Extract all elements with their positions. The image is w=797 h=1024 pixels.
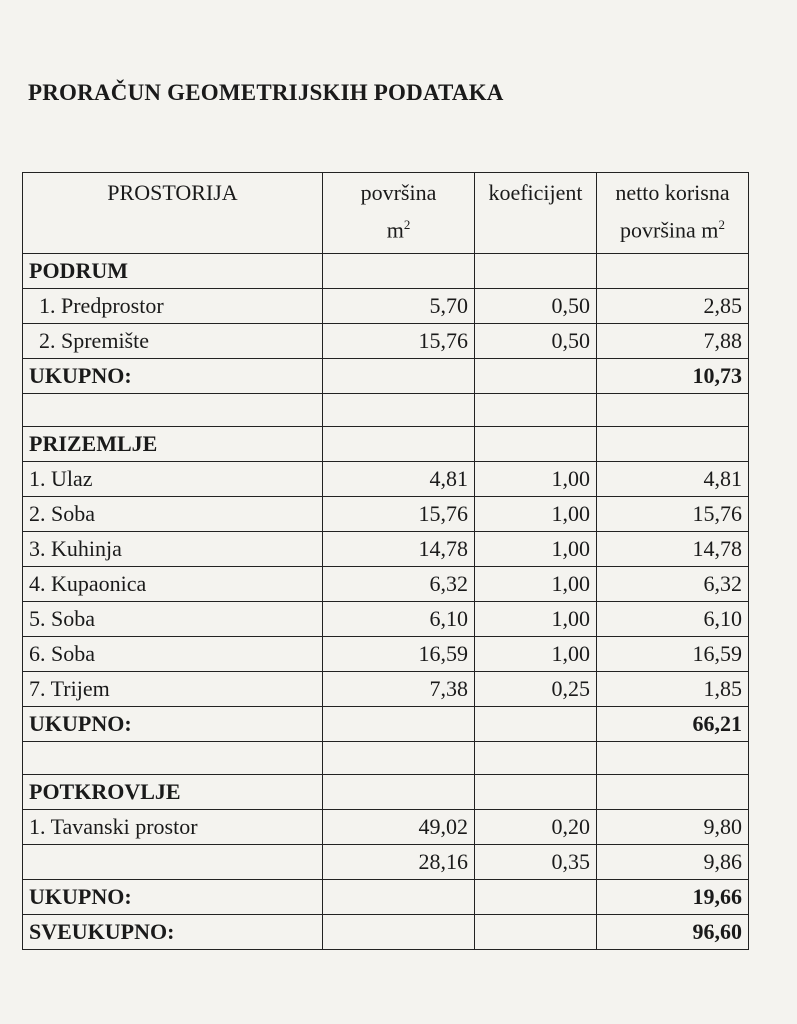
header-area-label: površina xyxy=(360,180,437,205)
room-net: 16,59 xyxy=(597,637,749,672)
header-net-line1: netto korisna xyxy=(615,180,730,205)
header-net-line2: površina m xyxy=(620,217,719,243)
room-coef: 0,25 xyxy=(475,672,597,707)
room-area: 6,10 xyxy=(323,602,475,637)
room-coef: 1,00 xyxy=(475,637,597,672)
room-name: 2. Soba xyxy=(23,497,323,532)
total-label: UKUPNO: xyxy=(23,707,323,742)
room-name: 1. Tavanski prostor xyxy=(23,810,323,845)
room-area: 28,16 xyxy=(323,845,475,880)
room-area: 16,59 xyxy=(323,637,475,672)
section-label: PRIZEMLJE xyxy=(23,427,323,462)
header-net xyxy=(597,173,749,254)
table-row xyxy=(23,324,749,359)
room-name: 2. Spremište xyxy=(23,324,323,359)
table-row xyxy=(23,602,749,637)
room-name: 5. Soba xyxy=(23,602,323,637)
spacer-row xyxy=(23,394,749,427)
grand-total-row xyxy=(23,915,749,950)
total-value: 10,73 xyxy=(597,359,749,394)
section-label: PODRUM xyxy=(23,254,323,289)
table-row xyxy=(23,567,749,602)
room-area: 15,76 xyxy=(323,497,475,532)
table-row xyxy=(23,289,749,324)
room-name: 1. Ulaz xyxy=(23,462,323,497)
total-row xyxy=(23,359,749,394)
room-area: 5,70 xyxy=(323,289,475,324)
page-title: PRORAČUN GEOMETRIJSKIH PODATAKA xyxy=(28,80,504,105)
room-coef: 0,50 xyxy=(475,289,597,324)
header-name: PROSTORIJA xyxy=(23,173,323,254)
room-net: 4,81 xyxy=(597,462,749,497)
room-area: 15,76 xyxy=(323,324,475,359)
header-net-exp: 2 xyxy=(718,217,725,232)
table-row xyxy=(23,637,749,672)
room-net: 1,85 xyxy=(597,672,749,707)
table-header-row xyxy=(23,173,749,254)
room-net: 15,76 xyxy=(597,497,749,532)
header-area-exp: 2 xyxy=(403,217,411,232)
room-coef: 1,00 xyxy=(475,497,597,532)
header-coef: koeficijent xyxy=(475,173,597,254)
header-area xyxy=(323,173,475,254)
room-name: 6. Soba xyxy=(23,637,323,672)
table-row xyxy=(23,810,749,845)
total-row xyxy=(23,707,749,742)
grand-total-label: SVEUKUPNO: xyxy=(23,915,323,950)
table-row xyxy=(23,462,749,497)
room-name: 7. Trijem xyxy=(23,672,323,707)
section-row xyxy=(23,427,749,462)
room-coef: 1,00 xyxy=(475,602,597,637)
room-name: 3. Kuhinja xyxy=(23,532,323,567)
room-net: 7,88 xyxy=(597,324,749,359)
room-net: 14,78 xyxy=(597,532,749,567)
room-coef: 0,35 xyxy=(475,845,597,880)
room-coef: 1,00 xyxy=(475,532,597,567)
room-net: 2,85 xyxy=(597,289,749,324)
room-net: 9,80 xyxy=(597,810,749,845)
room-coef: 1,00 xyxy=(475,567,597,602)
section-label: POTKROVLJE xyxy=(23,775,323,810)
room-name: 4. Kupaonica xyxy=(23,567,323,602)
section-row xyxy=(23,254,749,289)
room-coef: 0,20 xyxy=(475,810,597,845)
total-label: UKUPNO: xyxy=(23,359,323,394)
section-row xyxy=(23,775,749,810)
room-name xyxy=(23,845,323,880)
total-value: 19,66 xyxy=(597,880,749,915)
total-label: UKUPNO: xyxy=(23,880,323,915)
room-net: 6,32 xyxy=(597,567,749,602)
table-row xyxy=(23,845,749,880)
header-area-unit: m xyxy=(386,217,404,243)
table-row xyxy=(23,497,749,532)
table-row xyxy=(23,532,749,567)
room-area: 4,81 xyxy=(323,462,475,497)
room-coef: 0,50 xyxy=(475,324,597,359)
room-net: 6,10 xyxy=(597,602,749,637)
room-area: 7,38 xyxy=(323,672,475,707)
room-area: 14,78 xyxy=(323,532,475,567)
room-name: 1. Predprostor xyxy=(23,289,323,324)
room-area: 49,02 xyxy=(323,810,475,845)
spacer-row xyxy=(23,742,749,775)
room-area: 6,32 xyxy=(323,567,475,602)
area-table xyxy=(22,172,749,950)
total-row xyxy=(23,880,749,915)
room-coef: 1,00 xyxy=(475,462,597,497)
room-net: 9,86 xyxy=(597,845,749,880)
table-row xyxy=(23,672,749,707)
grand-total-value: 96,60 xyxy=(597,915,749,950)
total-value: 66,21 xyxy=(597,707,749,742)
